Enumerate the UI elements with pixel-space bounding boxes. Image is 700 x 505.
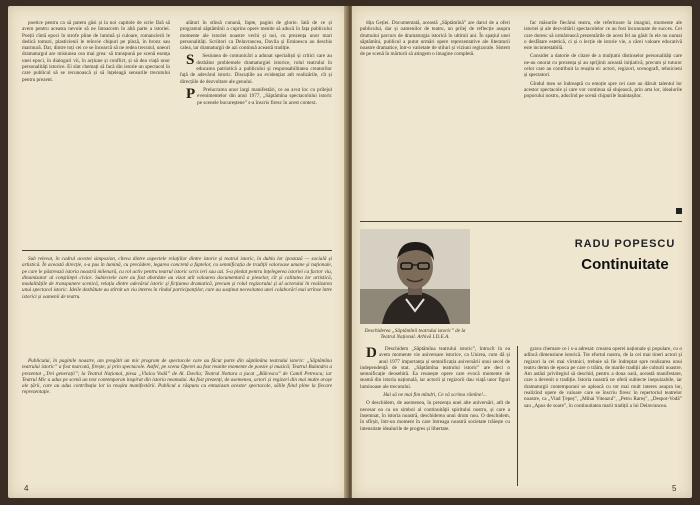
magazine-spread (8, 6, 692, 498)
portrait-photo (360, 229, 470, 324)
right-bottom-column-1 (360, 346, 510, 486)
right-bottom1-text: D Deschidem „Săptămîna teatrului istoric”, întrucît în ea avem momente vie aniversare istorice, ca Unirea, cum dă și anul 1977 importanța și semnificația aniversării unui secol de independență de stat. „Săptămîna teatrului istoric” are deci o semnificație deosebită. Ea reunește opere care evocă momente de seamă din istoria națională, iar actorii și regizorii dau viață unor figuri luminoase ale trecutului. (360, 346, 510, 390)
right-column-2 (524, 20, 682, 206)
left-col2c-text: P Prelucrarea unor largi manifestări, ce au avut loc cu prilejul evenimentelor din anul 1977, „Săptămîna spectacolului istoric pe scenele bucureștene” s-a înscris firesc în acest context. (186, 85, 332, 106)
left-divider (22, 250, 332, 251)
right-column-1 (360, 20, 510, 206)
end-mark-square (676, 208, 682, 214)
right-page (352, 6, 692, 498)
left-page (8, 6, 348, 498)
left-bottom2-paragraph: Publicului, în paginile noastre, am pregătit un mic program de spectacole care au făcut parte din săptămîna teatrului istoric: „Săptămîna teatrului istoric” a fost marcată, firește, și prin spectacole. Astfel, pe scena Operei au fost reunite momente de poezie și muzică; Teatrul Bulandra a prezentat „Trei generații”; la Teatrul Național, piesa „Vlaicu Vodă” de Al. Davila; Teatrul Nottara a jucat „Bălcescu” de Camil Petrescu; iar Teatrul Mic a adus pe scenă un text contemporan inspirat din istoria neamului. Au fost prezenți, de asemenea, actori și regizori din mai multe orașe ale țării, care au adus contribuția lor la reușita manifestării. Publicul a răspuns cu entuziasm acestor spectacole, sălile fiind pline la fiecare reprezentație. (22, 358, 332, 396)
page-number-right: 5 (672, 484, 677, 493)
portrait-illustration (360, 229, 470, 324)
left-bottom-paragraph: Sub relevat, în cadrul acestei simpozion, cîteva dintre aspectele relațiilor dintre istorie și teatrul istoric, în dubla lor ipostază — socială și artistică. În această direcție, s-a pus în lumină, cu precădere, legarea concretă a faptelor, cu semnificația de tradiții valoroase umane și naționale, pe care le păstrează istoria noastră milenară, cu rol activ pentru teatrul istoric scris ieri sau azi. S-a pledat pentru înțelegerea istoriei ca factor viu, dinamizator al conștiinței civice. Subiectele care au fost abordate au vizat atît valoarea documentară a pieselor, cît și calitatea lor artistică, modalitățile de transpunere scenică, relația dintre adevărul istoric și ficțiunea dramatică, precum și rolul regizorului și al actorului în realizarea unui spectacol istoric. Ideile dezbătute au stîrnit un viu interes în rîndul participanților, care au susținut necesitatea unei colaborări mai strînse între istorici și oamenii de teatru. (22, 256, 332, 300)
right-bottom1c-text: O deschidem, de asemenea, în prezența unei alte aniversări, atît de necesar ea ca un simbol al continuității spiritului nostru, și care a însemnat, în istoria noastră, deschiderea unui drum nou. O deschidem, în sfîrșit, într-un moment în care întreaga noastră societate trăiește cu intensitate idealurile de progres și libertate. (360, 400, 510, 432)
right-divider (360, 221, 682, 222)
right-bottom-column-2 (524, 346, 682, 486)
page-number-left: 4 (24, 484, 29, 493)
right-verse-text: Hai să ne mai fim mîndri, Ce vă scrima rămîne!... (383, 392, 487, 399)
right-col1-text: dița Geției. Documentată, această „Săptămînă” are darul de a oferi publicului, dar și oamenilor de teatru, un prilej de reflecție asupra drumului parcurs de dramaturgia istorică în ultimii ani. În spațiul unei săptămîni, publicul a putut urmări opere reprezentative ale literaturii noastre dramatice, într-o varietate de stiluri și viziuni regizorale. Sistem de pe scenă în mărturii să atingem o imagine completă. (360, 20, 510, 58)
left-col2-text: alături în stînsă cunună, fapte, pagini de glorie. Iată de ce și programul săptămînii a cuprins opere menite să aducă în fața publicului momente ale istoriei noastre vechi și noi, cu prezența unor mari personalități. Scriitori ca Delavrancea, Davila și Eminescu au deschis calea, iar dramaturgii de azi continuă această tradiție. (180, 20, 332, 52)
left-col1-text: poetice pentru ca să putem găsi și la noi capitole de scrie fără să avem pentru aceasta nevoie să ne întoarcem în altă parte a istoriei. Poeții cîntă epoci în strofe pline de lumină și culoare, romancierii le dedică tomuri, plasticienii le reînvie chipuri pe pînză, în bronz sau marmură. Dar, dintre toți cei ce se încearcă să ne redea trecutul, uneori dramaturgul are misiunea cea mai grea: să transpună pe scenă esența unei epoci, în dialoguri vii, în acțiune și conflict, și să dea viață unor personalități istorice. Ei sînt chemați să facă din istorie un spectacol în care publicul să se recunoască și să înțeleagă sensurile trecutului pentru prezent. (22, 20, 170, 83)
article-title: Continuitate (581, 256, 669, 273)
right-column-rule (517, 346, 518, 486)
photo-caption: Deschiderea „Săptămînii teatrului istoric” de la Teatrul Național. Arhivă I.D.E.A. (364, 328, 466, 341)
right-col2c-text: Gîndul meu se îndreaptă cu emoție spre cei care au dăruit talentul lor acestor spectacole și care vor continua să slujească, prin arta lor, idealurile poporului nostru, aducînd pe scenă chipurile înaintașilor. (524, 80, 682, 100)
right-col2-text: fac măsurile fiecărui teatru, ele referitoare la imagini, momente ale istoriei și ale dezvoltării spectacolelor ce au fost încununate de succes. Cei care doresc să urmărească prezentările de acest fel au găsit în ele nu numai o desfătare estetică, ci și o lecție de istorie vie, a cărei valoare educativă este incontestabilă. (524, 20, 682, 52)
article-author: RADU POPESCU (574, 238, 676, 250)
right-bottom2-text: grava chemare ce i s-a adresat: crearea operei naționale și populare, cu o adîncă dimensiune istorică. Tot efortul nostru, de la cei mai tineri actori și regizori la cei mai vîrstnici, trebuie să fie îndreptat spre realizarea unui teatru demn de epoca pe care o trăim, de marile tradiții ale culturii noastre. Am astăzi privilegiul să deschid, pentru a doua oară, această manifestare, care a devenit o tradiție. Istoria noastră ne oferă subiecte inepuizabile, iar dramaturgii contemporani se apleacă cu tot mai mult interes asupra lor, realizînd opere de valoare care se înscriu firesc în repertoriul teatrelor noastre, ca „Vlad Țepeș”, „Mihai Viteazul”, „Petru Rareș”, „Despot-Vodă” sau „Apus de soare”, în continuitatea marii tradiții a lui Delavrancea. (524, 346, 682, 409)
left-column-2 (180, 20, 332, 246)
left-bottom-text-2 (22, 358, 332, 478)
left-column-1 (22, 20, 170, 246)
left-bottom-text (22, 256, 332, 356)
left-col2b-text: S Sesiunea de comunicări a adunat specialiști și critici care au dezbătut problemele dramaturgiei istorice, rolul teatrului în educarea patriotică a publicului și responsabilitatea creatorilor față de adevărul istoric. Discuțiile au evidențiat atît realizările, cît și direcțiile de dezvoltare ale genului. (180, 52, 332, 85)
right-col2b-text: Consider a datorie de citare de a mulțumi distinselor personalități care ne-au onorat cu prezența și au sprijinit această inițiativă, precum și tuturor celor care au contribuit la reușita ei: actori, regizori, scenografi, tehnicieni și spectatori. (524, 53, 682, 79)
